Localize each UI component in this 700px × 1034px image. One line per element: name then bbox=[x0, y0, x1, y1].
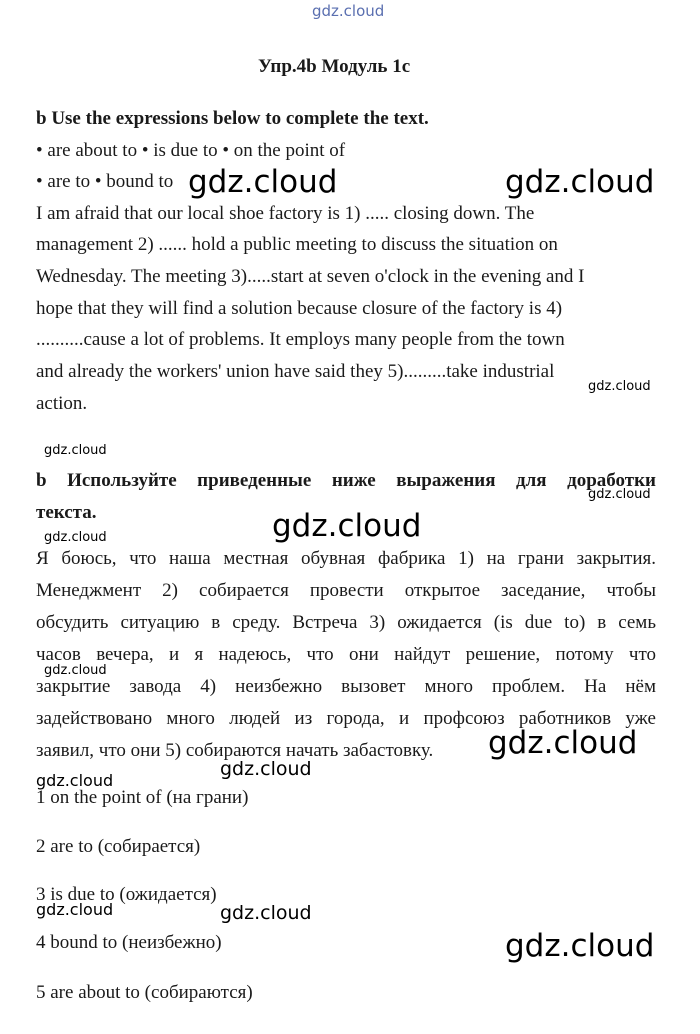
watermark: gdz.cloud bbox=[44, 530, 107, 545]
watermark: gdz.cloud bbox=[588, 379, 651, 394]
russian-text-line: Менеджмент 2) собирается провести открытое заседание, чтобы bbox=[36, 580, 656, 601]
russian-text-line: закрытие завода 4) неизбежно вызовет много проблем. На нём bbox=[36, 676, 656, 697]
watermark: gdz.cloud bbox=[36, 771, 114, 790]
watermark: gdz.cloud bbox=[220, 902, 312, 924]
watermark: gdz.cloud bbox=[505, 928, 655, 964]
english-task-heading: b Use the expressions below to complete the text. bbox=[36, 108, 429, 129]
expressions-line-2: • are to • bound to bbox=[36, 171, 174, 192]
russian-text-line: задействовано много людей из города, и профсоюз работников уже bbox=[36, 708, 656, 729]
answer-item: 4 bound to (неизбежно) bbox=[36, 932, 222, 953]
answer-item: 5 are about to (собираются) bbox=[36, 982, 253, 1003]
watermark: gdz.cloud bbox=[220, 758, 312, 780]
watermark: gdz.cloud bbox=[44, 663, 107, 678]
english-text-line: action. bbox=[36, 393, 88, 414]
english-text-line: hope that they will find a solution because closure of the factory is 4) bbox=[36, 298, 563, 319]
english-text-line: management 2) ...... hold a public meeting to discuss the situation on bbox=[36, 234, 558, 255]
answer-item: 1 on the point of (на грани) bbox=[36, 787, 249, 808]
answer-item: 3 is due to (ожидается) bbox=[36, 884, 217, 905]
english-text-line: Wednesday. The meeting 3).....start at seven o'clock in the evening and I bbox=[36, 266, 585, 287]
watermark: gdz.cloud bbox=[488, 725, 638, 761]
russian-text-line: часов вечера, и я надеюсь, что они найдут решение, потому что bbox=[36, 644, 656, 665]
russian-text-line: заявил, что они 5) собираются начать забастовку. bbox=[36, 740, 434, 761]
english-text-line: ..........cause a lot of problems. It employs many people from the town bbox=[36, 329, 565, 350]
watermark: gdz.cloud bbox=[36, 900, 114, 919]
page-title: Упр.4b Модуль 1с bbox=[258, 56, 411, 77]
russian-text-line: обсудить ситуацию в среду. Встреча 3) ожидается (is due to) в семь bbox=[36, 612, 656, 633]
watermark: gdz.cloud bbox=[588, 487, 651, 502]
watermark: gdz.cloud bbox=[505, 164, 655, 200]
watermark: gdz.cloud bbox=[272, 508, 422, 544]
watermark: gdz.cloud bbox=[44, 443, 107, 458]
watermark: gdz.cloud bbox=[188, 164, 338, 200]
russian-task-heading: b Используйте приведенные ниже выражения для доработки bbox=[36, 470, 656, 491]
english-text-line: I am afraid that our local shoe factory is 1) ..... closing down. The bbox=[36, 203, 535, 224]
answer-item: 2 are to (собирается) bbox=[36, 836, 201, 857]
watermark-top[interactable]: gdz.cloud bbox=[312, 2, 385, 20]
expressions-line-1: • are about to • is due to • on the point of bbox=[36, 140, 346, 161]
russian-task-heading-cont: текста. bbox=[36, 502, 97, 523]
russian-text-line: Я боюсь, что наша местная обувная фабрика 1) на грани закрытия. bbox=[36, 548, 656, 569]
english-text-line: and already the workers' union have said they 5).........take industrial bbox=[36, 361, 555, 382]
